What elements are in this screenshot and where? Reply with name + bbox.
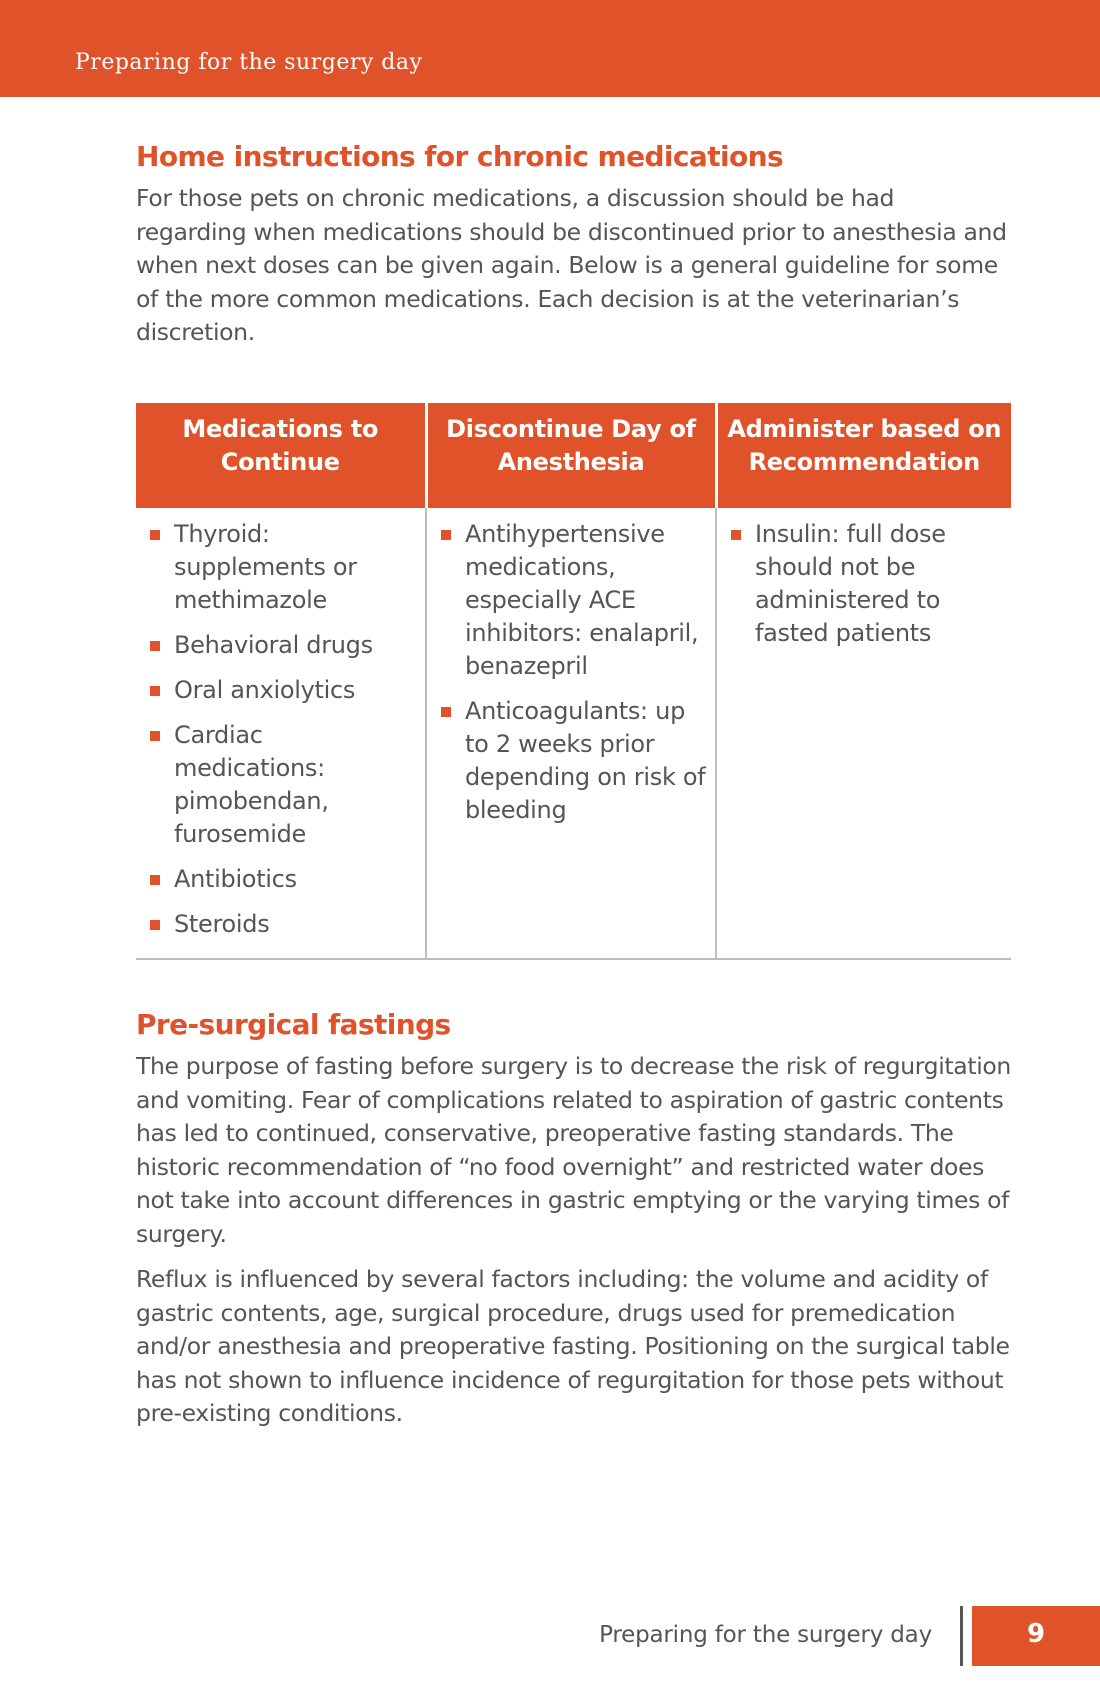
list-item (150, 908, 417, 941)
list-item (150, 518, 417, 617)
list-item (441, 518, 707, 683)
administer-list (731, 518, 1003, 650)
section-chronic-medications (136, 140, 1011, 350)
section-pre-surgical-fastings (136, 1008, 1011, 1431)
section-heading: Pre-surgical fastings (136, 1008, 451, 1041)
discontinue-list (441, 518, 707, 827)
bullet-square-icon (150, 641, 160, 651)
page-number: 9 (972, 1606, 1100, 1666)
table-row (136, 508, 1011, 959)
bullet-square-icon (150, 530, 160, 540)
list-item-text: Steroids (174, 910, 270, 938)
table-header-row (136, 403, 1011, 508)
bullet-square-icon (731, 530, 741, 540)
header-administer: Administer based on Recommendation (716, 403, 1011, 508)
list-item (150, 674, 417, 707)
footer-divider (960, 1606, 963, 1666)
list-item-text: Oral anxiolytics (174, 676, 356, 704)
list-item (150, 719, 417, 851)
bullet-square-icon (150, 731, 160, 741)
list-item-text: Behavioral drugs (174, 631, 373, 659)
continue-list (150, 518, 417, 941)
body-paragraph: Reflux is influenced by several factors including: the volume and acidity of gastric contents, age, surgical procedure, drugs used for premedication and/or anesthesia and preoperative fasting. Positioning on the surgical table has not shown to influence incidence of regurgitation for those pets without pre-existing conditions. (136, 1265, 1010, 1427)
list-item (150, 863, 417, 896)
bullet-square-icon (150, 920, 160, 930)
list-item (731, 518, 1003, 650)
intro-paragraph: For those pets on chronic medications, a discussion should be had regarding when medications should be discontinued prior to anesthesia and when next doses can be given again. Below is a general guideline for some of the more common medications. Each decision is at the veterinarian’s discretion. (136, 184, 1007, 346)
discontinue-column (426, 508, 716, 959)
list-item-text: Antibiotics (174, 865, 297, 893)
medication-table (136, 403, 1011, 960)
banner-title: Preparing for the surgery day (75, 50, 423, 75)
header-continue: Medications to Continue (136, 403, 426, 508)
list-item-text: Anticoagulants: up to 2 weeks prior depending on risk of bleeding (465, 697, 706, 824)
bullet-square-icon (150, 875, 160, 885)
continue-column (136, 508, 426, 959)
list-item-text: Cardiac medications: pimobendan, furosemide (174, 721, 329, 848)
bullet-square-icon (441, 530, 451, 540)
list-item-text: Antihypertensive medications, especially ACE inhibitors: enalapril, benazepril (465, 520, 699, 680)
administer-column (716, 508, 1011, 959)
list-item-text: Thyroid: supplements or methimazole (174, 520, 357, 614)
top-banner (0, 0, 1100, 97)
list-item (441, 695, 707, 827)
body-paragraph: The purpose of fasting before surgery is to decrease the risk of regurgitation and vomiting. Fear of complications related to aspiration of gastric contents has led to continued, conservative, preoperative fasting standards. The historic recommendation of “no food overnight” and restricted water does not take into account differences in gastric emptying or the varying times of surgery. (136, 1052, 1011, 1248)
bullet-square-icon (150, 686, 160, 696)
list-item-text: Insulin: full dose should not be administered to fasted patients (755, 520, 946, 647)
section-heading: Home instructions for chronic medications (136, 140, 784, 173)
list-item (150, 629, 417, 662)
header-discontinue: Discontinue Day of Anesthesia (426, 403, 716, 508)
bullet-square-icon (441, 707, 451, 717)
footer-title: Preparing for the surgery day (599, 1622, 932, 1648)
